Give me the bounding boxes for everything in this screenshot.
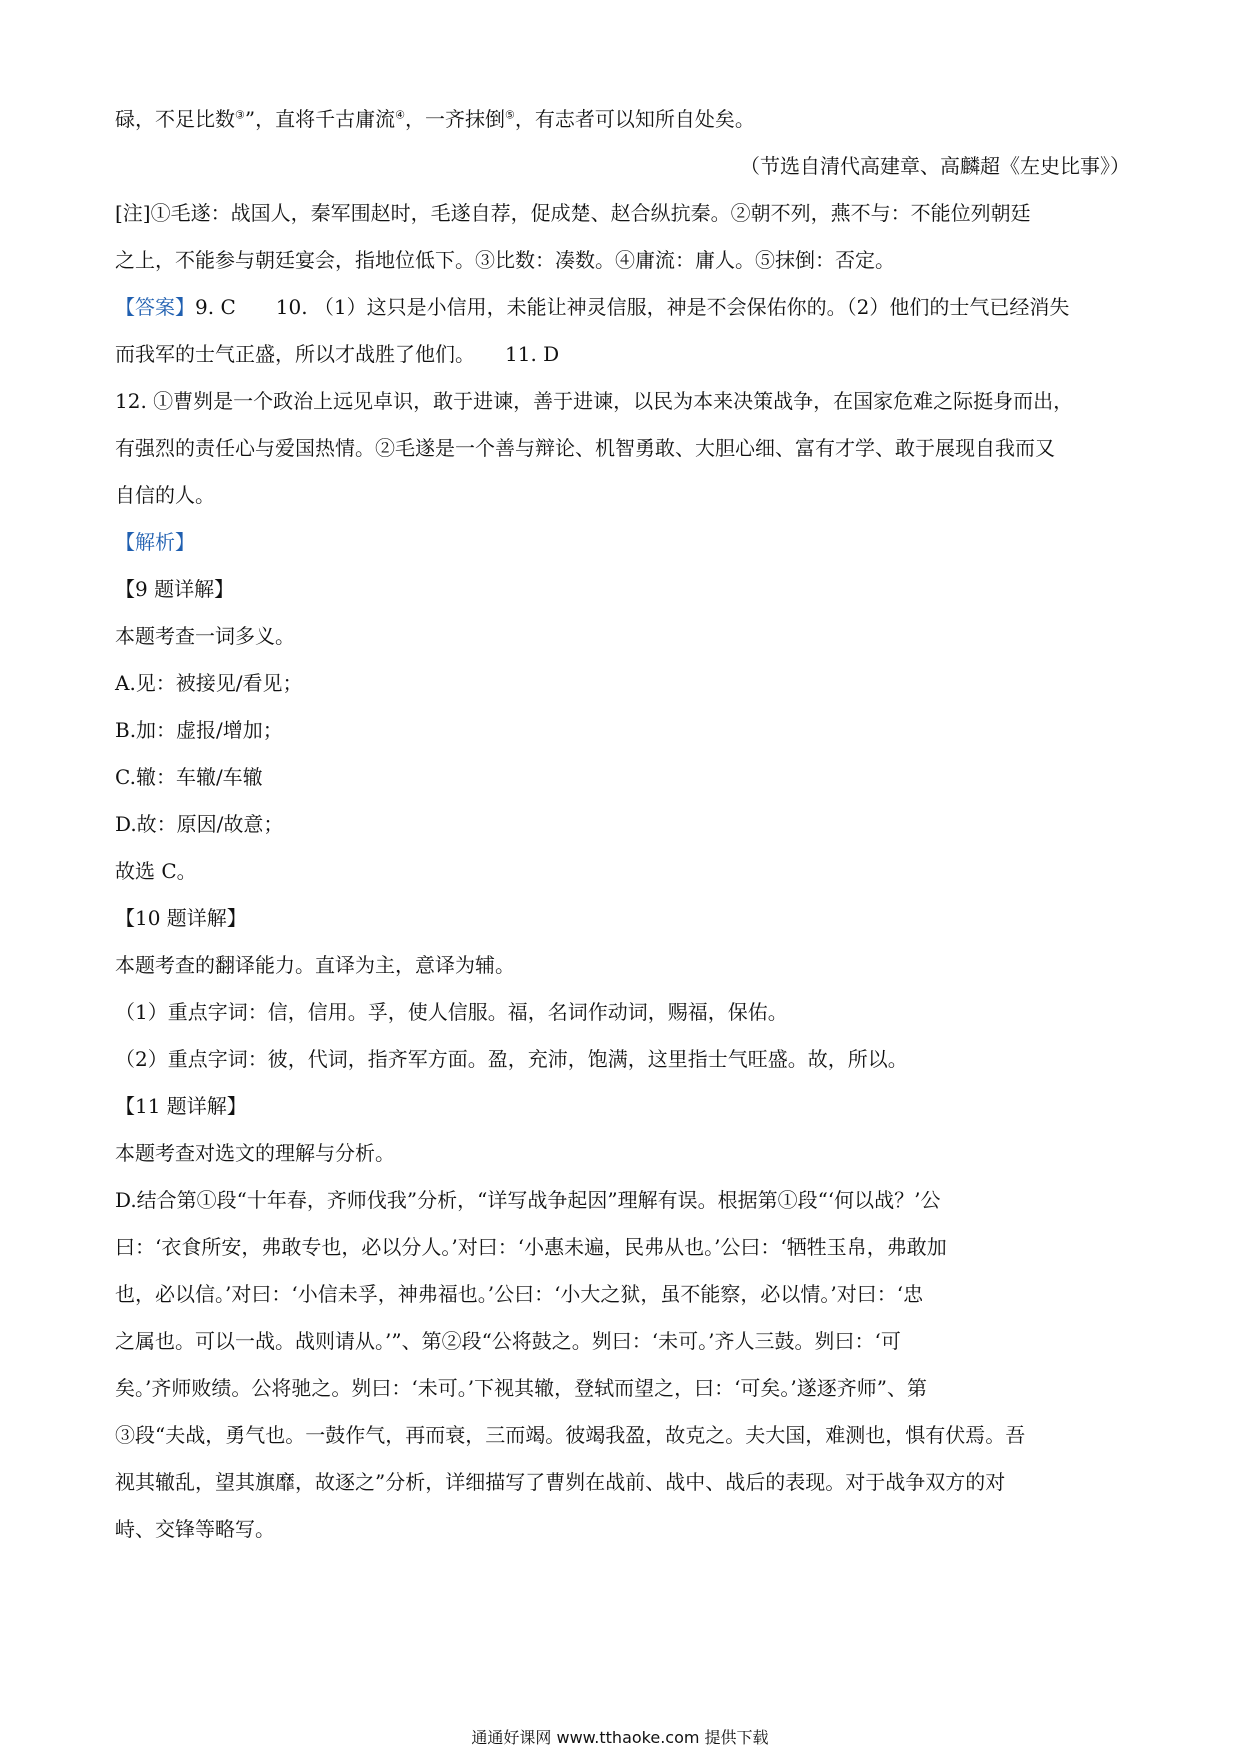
answer-line xyxy=(115,292,1130,322)
note-line: 之上，不能参与朝廷宴会，指地位低下。③比数：凑数。④庸流：庸人。⑤抹倒：否定。 xyxy=(115,248,895,272)
passage-text: 碌，不足比数 xyxy=(115,107,235,131)
answer-text: 9. C 10. （1）这只是小信用，未能让神灵信服，神是不会保佑你的。（2）他们的士气已经消失 xyxy=(195,295,1070,319)
q11-analysis-line: 视其辙乱，望其旗靡，故逐之”分析，详细描写了曹刿在战前、战中、战后的表现。对于战争双方的对 xyxy=(115,1470,1006,1494)
q9-intro: 本题考查一词多义。 xyxy=(115,624,295,648)
q11-analysis-line: 峙、交锋等略写。 xyxy=(115,1517,275,1541)
q9-option-a: A.见：被接见/看见； xyxy=(115,671,303,695)
q10-point-2: （2）重点字词：彼，代词，指齐军方面。盈，充沛，饱满，这里指士气旺盛。故，所以。 xyxy=(115,1047,908,1071)
q12-answer-line: 自信的人。 xyxy=(115,483,215,507)
passage-line xyxy=(115,104,1130,134)
q9-option-d: D.故：原因/故意； xyxy=(115,812,284,836)
q11-analysis-line: 矣。’齐师败绩。公将驰之。刿曰：‘未可。’下视其辙，登轼而望之，曰：‘可矣。’遂逐齐师”、第 xyxy=(115,1376,928,1400)
footnote-marker: ⑤ xyxy=(504,108,515,122)
passage-text: ，一齐抹倒 xyxy=(404,107,505,131)
passage-text: ，有志者可以知所自处矣。 xyxy=(514,107,755,131)
q11-analysis-line: 之属也。可以一战。战则请从。’”、第②段“公将鼓之。刿曰：‘未可。’齐人三鼓。刿曰：‘可 xyxy=(115,1329,901,1353)
source-citation: （节选自清代高建章、高麟超《左史比事》） xyxy=(740,154,1130,178)
q11-heading: 【11 题详解】 xyxy=(115,1094,247,1118)
q9-heading: 【9 题详解】 xyxy=(115,577,235,601)
q11-analysis-line: 曰：‘衣食所安，弗敢专也，必以分人。’对曰：‘小惠未遍，民弗从也。’公曰：‘牺牲玉帛，弗敢加 xyxy=(115,1235,947,1259)
passage-text: ”，直将千古庸流 xyxy=(244,107,396,131)
q9-conclusion: 故选 C。 xyxy=(115,859,197,883)
q12-answer-line: 有强烈的责任心与爱国热情。②毛遂是一个善与辩论、机智勇敢、大胆心细、富有才学、敢于展现自我而又 xyxy=(115,436,1055,460)
page-footer: 通通好课网 www.tthaoke.com 提供下载 xyxy=(471,1728,769,1747)
q12-answer-line: 12. ①曹刿是一个政治上远见卓识，敢于进谏，善于进谏，以民为本来决策战争，在国家危难之际挺身而出， xyxy=(115,389,1074,413)
q10-intro: 本题考查的翻译能力。直译为主，意译为辅。 xyxy=(115,953,515,977)
q11-analysis-line: ③段“夫战，勇气也。一鼓作气，再而衰，三而竭。彼竭我盈，故克之。夫大国，难测也，惧有伏焉。吾 xyxy=(115,1423,1026,1447)
q11-intro: 本题考查对选文的理解与分析。 xyxy=(115,1141,395,1165)
q11-analysis-line: 也，必以信。’对曰：‘小信未孚，神弗福也。’公曰：‘小大之狱，虽不能察，必以情。’对曰：‘忠 xyxy=(115,1282,924,1306)
q10-heading: 【10 题详解】 xyxy=(115,906,247,930)
answer-tag: 【答案】 xyxy=(115,295,195,319)
footnote-marker: ④ xyxy=(395,108,405,122)
footnote-marker: ③ xyxy=(235,108,245,122)
analysis-tag: 【解析】 xyxy=(115,530,195,554)
q9-option-c: C.辙：车辙/车辙 xyxy=(115,765,263,789)
note-line: [注]①毛遂：战国人，秦军围赵时，毛遂自荐，促成楚、赵合纵抗秦。②朝不列，燕不与：不能位列朝廷 xyxy=(115,201,1031,225)
q10-point-1: （1）重点字词：信，信用。孚，使人信服。福，名词作动词，赐福，保佑。 xyxy=(115,1000,788,1024)
answer-line: 而我军的士气正盛，所以才战胜了他们。 11. D xyxy=(115,342,560,366)
q11-analysis-line: D.结合第①段“十年春，齐师伐我”分析，“详写战争起因”理解有误。根据第①段“‘何以战？’公 xyxy=(115,1188,941,1212)
q9-option-b: B.加：虚报/增加； xyxy=(115,718,283,742)
